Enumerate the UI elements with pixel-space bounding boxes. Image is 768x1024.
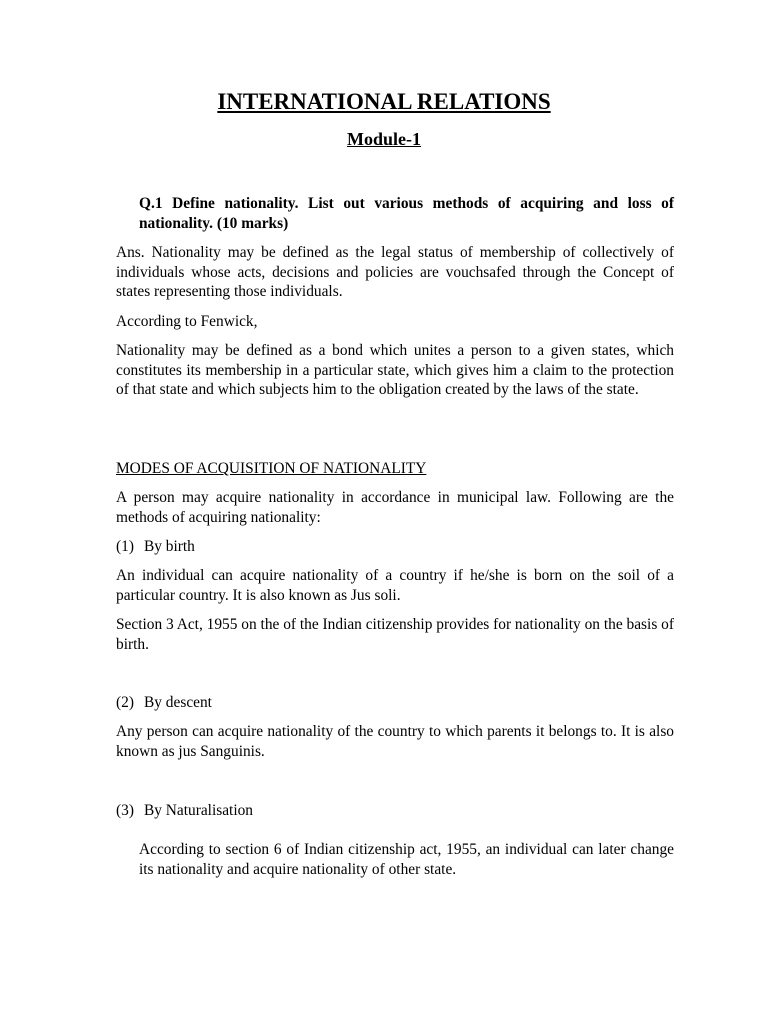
mode-paragraph: An individual can acquire nationality of a country if he/she is born on the soil of a particular country. It is also known as Jus soli. <box>116 567 674 604</box>
answer-paragraph: Ans. Nationality may be defined as the legal status of membership of collectively of individuals whose acts, decisions and policies are vouchsafed through the Concept of states representing those individuals. <box>116 244 674 300</box>
mode-paragraph: Any person can acquire nationality of the country to which parents it belongs to. It is also known as jus Sanguinis. <box>116 723 674 760</box>
mode-number: (1) <box>116 538 134 555</box>
mode-heading-naturalisation <box>116 801 674 821</box>
module-heading: Module-1 <box>347 129 421 149</box>
mode-number: (3) <box>116 802 134 819</box>
mode-label: By descent <box>144 694 212 711</box>
question-text: Q.1 Define nationality. List out various methods of acquiring and loss of nationality. (10 marks) <box>139 195 674 232</box>
mode-label: By birth <box>144 538 195 555</box>
fenwick-definition: Nationality may be defined as a bond which unites a person to a given states, which constitutes its membership in a particular state, which gives him a claim to the protection of that state and which subjects him to the obligation created by the laws of the state. <box>116 342 674 398</box>
mode-paragraph: Section 3 Act, 1955 on the of the Indian citizenship provides for nationality on the basis of birth. <box>116 616 674 653</box>
mode-number: (2) <box>116 694 134 711</box>
mode-paragraph: According to section 6 of Indian citizenship act, 1955, an individual can later change its nationality and acquire nationality of other state. <box>139 841 674 878</box>
fenwick-intro: According to Fenwick, <box>116 313 258 330</box>
mode-label: By Naturalisation <box>144 802 253 819</box>
document-title: INTERNATIONAL RELATIONS <box>217 89 551 114</box>
section-intro: A person may acquire nationality in accordance in municipal law. Following are the methods of acquiring nationality: <box>116 489 674 526</box>
mode-heading-birth <box>116 537 674 557</box>
section-heading: MODES OF ACQUISITION OF NATIONALITY <box>116 460 427 477</box>
mode-heading-descent <box>116 693 674 713</box>
